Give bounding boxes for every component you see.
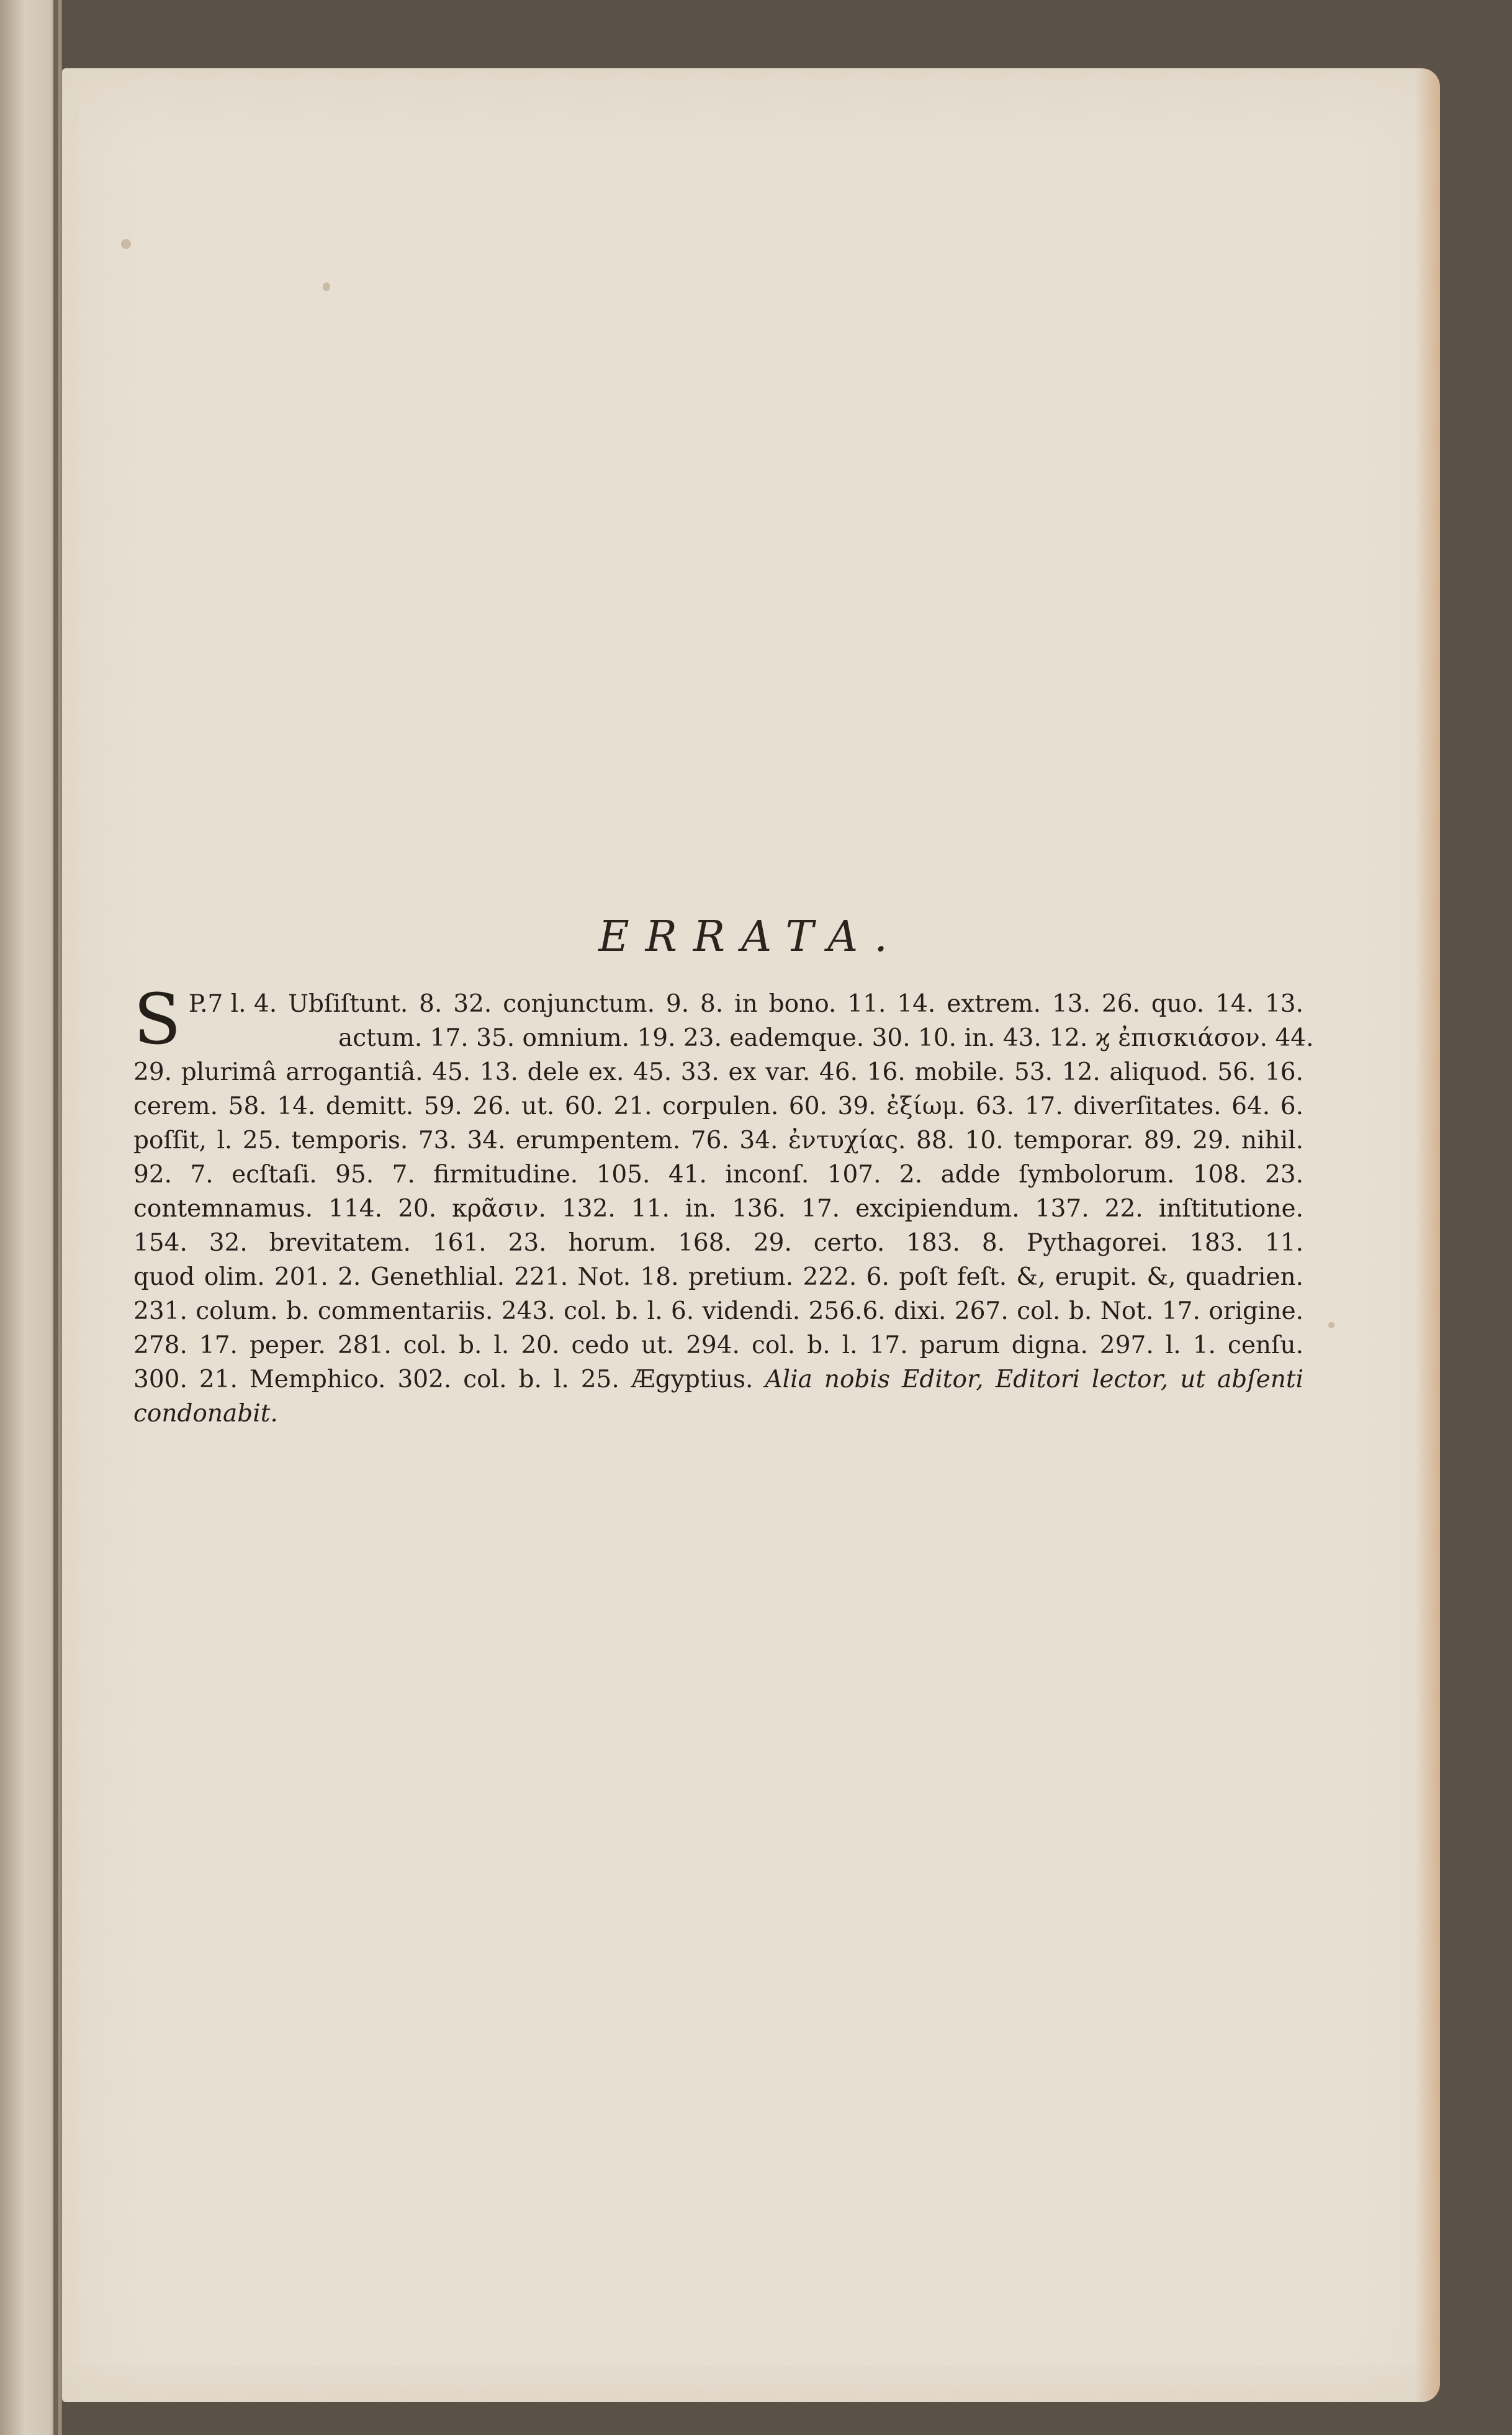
errata-note: condonabit. bbox=[133, 1400, 278, 1428]
errata-line bbox=[133, 1362, 1303, 1397]
foxing-spot bbox=[121, 239, 131, 249]
errata-line: poſſit, l. 25. temporis. 73. 34. erumpentem. 76. 34. ἐντυχίας. 88. 10. temporar. 89. 29. nihil. bbox=[133, 1127, 1303, 1154]
drop-cap: S bbox=[133, 979, 181, 1060]
errata-text: 300. 21. Memphico. 302. col. b. l. 25. Ægyptius. bbox=[133, 1366, 754, 1393]
errata-lead: P.7 l. 4. bbox=[188, 990, 277, 1018]
errata-line: 231. colum. b. commentariis. 243. col. b. l. 6. videndi. 256.6. dixi. 267. col. b. Not. 17. origine. bbox=[133, 1297, 1303, 1325]
errata-line: actum. 17. 35. omnium. 19. 23. eademque. 30. 10. in. 43. 12. ϗ ἐπισκιάσον. 44. bbox=[338, 1024, 1314, 1052]
book-page bbox=[62, 68, 1440, 2402]
foxing-spot bbox=[323, 282, 330, 291]
foxing-spot bbox=[1328, 1322, 1334, 1328]
errata-note: Alia nobis Editor, Editori lector, ut abſenti bbox=[765, 1366, 1303, 1393]
errata-line: 154. 32. brevitatem. 161. 23. horum. 168. 29. certo. 183. 8. Pythagorei. 183. 11. bbox=[133, 1229, 1303, 1257]
errata-line: 278. 17. peper. 281. col. b. l. 20. cedo ut. 294. col. b. l. 17. parum digna. 297. l. 1. cenſu. bbox=[133, 1331, 1303, 1359]
page-fore-edge bbox=[1415, 68, 1440, 2402]
errata-line: quod olim. 201. 2. Genethlial. 221. Not. 18. pretium. 222. 6. poſt feſt. &, erupit. &, quadrien. bbox=[133, 1263, 1303, 1291]
facing-page-edge bbox=[0, 0, 62, 2435]
book-gutter bbox=[53, 0, 58, 2435]
errata-heading: ERRATA. bbox=[598, 912, 904, 961]
errata-text: Ubſiſtunt. 8. 32. conjunctum. 9. 8. in bono. 11. 14. extrem. 13. 26. quo. 14. 13. bbox=[288, 990, 1303, 1018]
errata-line: cerem. 58. 14. demitt. 59. 26. ut. 60. 21. corpulen. 60. 39. ἐξίωμ. 63. 17. diverſitates. 64. 6. bbox=[133, 1092, 1303, 1120]
errata-line: 29. plurimâ arrogantiâ. 45. 13. dele ex. 45. 33. ex var. 46. 16. mobile. 53. 12. aliquod. 56. 16. bbox=[133, 1058, 1303, 1086]
errata-line: contemnamus. 114. 20. κρᾶσιν. 132. 11. in. 136. 17. excipiendum. 137. 22. inſtitutione. bbox=[133, 1195, 1303, 1223]
errata-line bbox=[133, 1397, 1303, 1431]
errata-line: 92. 7. ecſtaſi. 95. 7. firmitudine. 105. 41. inconſ. 107. 2. adde ſymbolorum. 108. 23. bbox=[133, 1161, 1303, 1189]
errata-list bbox=[133, 979, 1314, 1431]
